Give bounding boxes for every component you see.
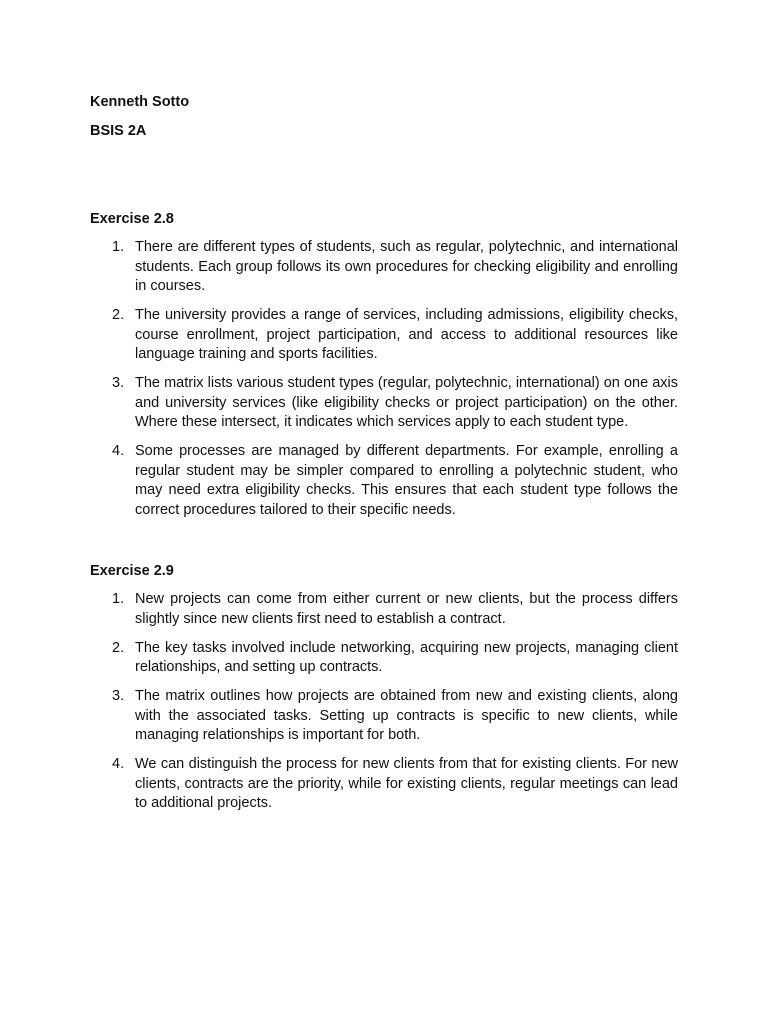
exercise-section [90, 209, 678, 530]
list-item [90, 590, 678, 629]
list-item-number: 1. [112, 239, 125, 255]
list-item-number: 4. [112, 443, 125, 459]
list-item [90, 639, 678, 678]
list-item-number: 1. [112, 591, 125, 607]
list-item-text: There are different types of students, such as regular, polytechnic, and international students. Each group follows its own procedures for checking eligibility and enrolling in courses. [135, 239, 678, 294]
author-name: Kenneth Sotto [90, 94, 190, 110]
list-item [90, 687, 678, 746]
exercise-list [90, 238, 678, 520]
list-item [90, 442, 678, 520]
exercise-list [90, 590, 678, 814]
list-item-text: We can distinguish the process for new clients from that for existing clients. For new clients, contracts are the priority, while for existing clients, regular meetings can lead to additional projects. [135, 756, 678, 811]
exercise-heading: Exercise 2.8 [90, 211, 174, 227]
list-item-number: 3. [112, 375, 125, 391]
list-item-number: 2. [112, 639, 125, 656]
list-item [90, 374, 678, 433]
list-item [90, 755, 678, 814]
list-item-number: 4. [112, 756, 125, 772]
list-item-text: The matrix lists various student types (regular, polytechnic, international) on one axis and university services (like eligibility checks or project participation) on the other. Where these intersect, it indicates which services apply to each student type. [135, 375, 678, 430]
list-item [90, 306, 678, 365]
list-item-text: Some processes are managed by different departments. For example, enrolling a regular student may be simpler compared to enrolling a polytechnic student, who may need extra eligibility checks. This ensures that each student type follows the correct procedures tailored to their specific needs. [135, 443, 678, 518]
list-item-text: The key tasks involved include networking, acquiring new projects, managing client relationships, and setting up contracts. [135, 639, 678, 675]
list-item-text: The university provides a range of services, including admissions, eligibility checks, course enrollment, project participation, and access to additional resources like language training and sports facilities. [135, 307, 678, 362]
list-item [90, 238, 678, 297]
class-section: BSIS 2A [90, 123, 147, 139]
list-item-number: 3. [112, 688, 125, 704]
list-item-number: 2. [112, 307, 125, 323]
list-item-text: The matrix outlines how projects are obtained from new and existing clients, along with the associated tasks. Setting up contracts is specific to new clients, while managing relationships is important for both. [135, 688, 678, 743]
exercise-section [90, 561, 678, 823]
list-item-text: New projects can come from either current or new clients, but the process differs slightly since new clients first need to establish a contract. [135, 591, 678, 627]
exercise-heading: Exercise 2.9 [90, 563, 174, 579]
